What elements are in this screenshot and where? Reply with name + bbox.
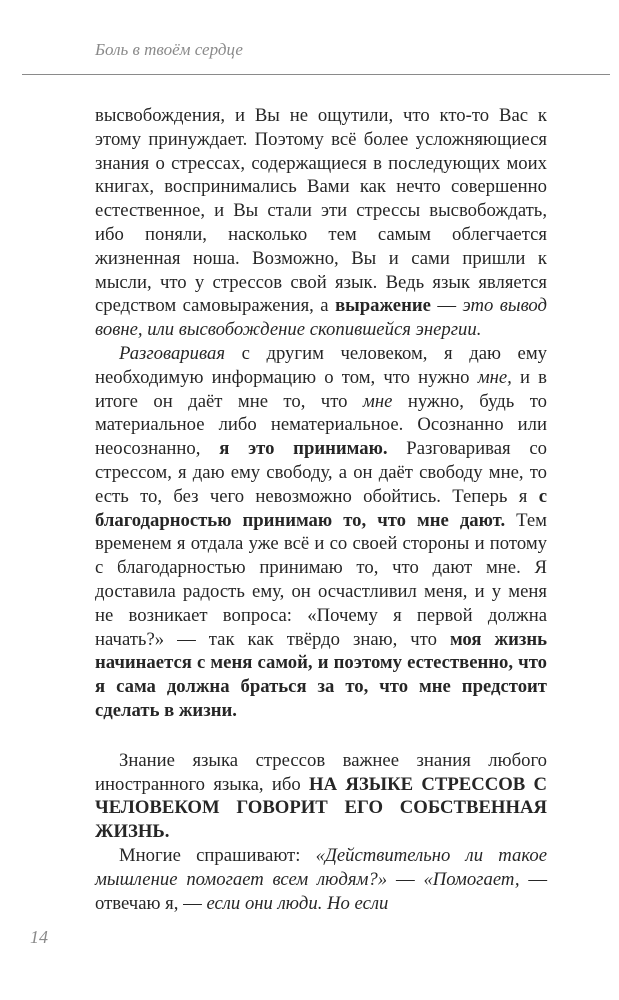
- text-run: — отвечаю я, —: [95, 868, 547, 914]
- paragraph-4: [95, 844, 547, 915]
- text-run: Тем временем я отдала уже всё и со своей стороны и потому с благодарностью принимаю то, что дают мне. Я доставила радость ему, он осчастливил меня, и у меня не возникает вопроса: «Почему я первой должна начать?» — так как твёрдо знаю, что: [95, 509, 547, 650]
- italic-run: «Помогает,: [423, 868, 520, 890]
- bold-run: с благодарностью принимаю то, что мне дают.: [95, 485, 547, 531]
- page-number: 14: [30, 927, 48, 947]
- italic-run: Разговаривая: [119, 342, 226, 364]
- italic-run: если они люди.: [206, 892, 323, 914]
- running-header: Боль в твоём сердце: [95, 40, 243, 59]
- body-text: [95, 104, 547, 915]
- text-run: нужно, будь то материальное либо нематериальное. Осознанно или неосознанно,: [95, 390, 547, 460]
- text-run: Многие спрашивают:: [119, 844, 316, 866]
- italic-run: мне,: [477, 366, 512, 388]
- paragraph-1: [95, 104, 547, 342]
- bold-run: НА ЯЗЫКЕ СТРЕССОВ С ЧЕЛОВЕКОМ ГОВОРИТ ЕГО СОБСТВЕННАЯ ЖИЗНЬ.: [95, 773, 547, 843]
- bold-run: я это принимаю.: [219, 438, 388, 460]
- text-run: и в итоге он даёт мне то, что: [95, 366, 547, 412]
- text-run: с другим человеком, я даю ему необходимую информацию о том, что нужно: [95, 342, 547, 388]
- bold-run: выражение: [335, 295, 431, 317]
- italic-run: Но если: [327, 892, 389, 914]
- text-run: —: [430, 295, 463, 317]
- paragraph-3: [95, 749, 547, 844]
- italic-run: это вывод вовне, или высвобождение скопившейся энергии.: [95, 295, 547, 341]
- text-run: высвобождения, и Вы не ощутили, что кто-то Вас к этому принуждает. Поэтому всё более усложняющиеся знания о стрессах, содержащиеся в последующих моих книгах, воспринимались Вами как нечто совершенно естественное, и Вы стали эти стрессы высвобождать, ибо поняли, насколько тем самым облегчается жизненная ноша. Возможно, Вы и сами пришли к мысли, что у стрессов свой язык. Ведь язык является средством самовыражения, а: [95, 105, 547, 317]
- bold-run: моя жизнь начинается с меня самой, и поэтому естественно, что я сама должна браться за то, что мне предстоит сделать в жизни.: [95, 628, 547, 721]
- italic-run: мне: [362, 390, 393, 412]
- header-rule: [22, 74, 610, 75]
- paragraph-2: [95, 342, 547, 723]
- text-run: Знание языка стрессов важнее знания любого иностранного языка, ибо: [95, 749, 547, 795]
- text-run: Разговаривая со стрессом, я даю ему свободу, а он даёт свободу мне, то есть то, без чего невозможно обойтись. Теперь я: [95, 438, 547, 507]
- text-run: —: [387, 868, 424, 890]
- italic-run: «Действительно ли такое мышление помогает всем людям?»: [95, 844, 547, 890]
